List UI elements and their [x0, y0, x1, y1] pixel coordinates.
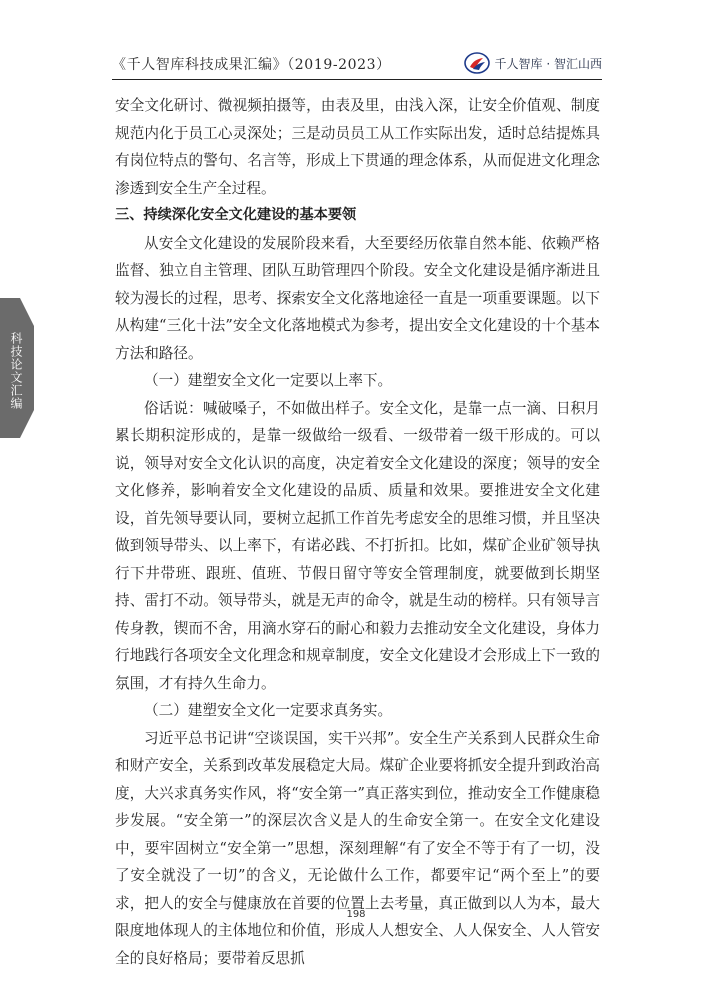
page-number: 198 [346, 909, 366, 920]
paragraph-3: 俗话说：喊破嗓子，不如做出样子。安全文化，是靠一点一滴、日积月累长期积淀形成的，是靠一级做给一级看、一级带着一级干形成的。可以说，领导对安全文化认识的高度，决定着安全文化建设的深度；领导的安全文化修养，影响着安全文化建设的品质、质量和效果。要推进安全文化建设，首先领导要认同，要树立起抓工作首先考虑安全的思维习惯，并且坚决做到领导带头、以上率下，有诺必践、不打折扣。比如，煤矿企业矿领导执行下井带班、跟班、值班、节假日留守等安全管理制度，就要做到长期坚持、雷打不动。领导带头，就是无声的命令，就是生动的榜样。只有领导言传身教，锲而不舍，用滴水穿石的耐心和毅力去推动安全文化建设，身体力行地践行各项安全文化理念和规章制度，安全文化建设才会形成上下一致的氛围，才有持久生命力。 [115, 399, 600, 692]
paragraph-2: 从安全文化建设的发展阶段来看，大至要经历依靠自然本能、依赖严格监督、独立自主管理、团队互助管理四个阶段。安全文化建设是循序渐进且较为漫长的过程，思考、探索安全文化落地途径一直是一项重要课题。以下从构建“三化十法”安全文化落地模式为参考，提出安全文化建设的十个基本方法和路径。 [115, 234, 600, 362]
subheading-2: （二）建塑安全文化一定要求真务实。 [144, 702, 393, 719]
article-body [115, 92, 600, 972]
side-tab-label: 科技论文汇编 [9, 332, 23, 410]
side-section-tab [0, 298, 34, 438]
brand [464, 52, 602, 74]
subheading-1: （一）建塑安全文化一定要以上率下。 [144, 372, 393, 389]
paragraph-1: 安全文化研讨、微视频拍摄等，由表及里，由浅入深，让安全价值观、制度规范内化于员工心灵深处；三是动员员工从工作实际出发，适时总结提炼具有岗位特点的警句、名言等，形成上下贯通的理念体系，从而促进文化理念渗透到安全生产全过程。 [115, 97, 600, 197]
section-heading: 三、持续深化安全文化建设的基本要领 [115, 207, 357, 223]
brand-text: 千人智库 · 智汇山西 [494, 56, 602, 71]
publication-title: 《千人智库科技成果汇编》（2019-2023） [112, 57, 391, 73]
page-header [112, 52, 602, 76]
header-divider [112, 79, 602, 80]
brand-logo-icon [464, 52, 490, 74]
paragraph-4: 习近平总书记讲“空谈误国，实干兴邦”。安全生产关系到人民群众生命和财产安全，关系到改革发展稳定大局。煤矿企业要将抓安全提升到政治高度，大兴求真务实作风，将“安全第一”真正落实到位，推动安全工作健康稳步发展。“安全第一”的深层次含义是人的生命安全第一。在安全文化建设中，要牢固树立“安全第一”思想，深刻理解“有了安全不等于有了一切，没了安全就没了一切”的含义，无论做什么工作，都要牢记“两个至上”的要求，把人的安全与健康放在首要的位置上去考量，真正做到以人为本，最大限度地体现人的主体地位和价值，形成人人想安全、人人保安全、人人管安全的良好格局；要带着反思抓 [115, 729, 600, 967]
